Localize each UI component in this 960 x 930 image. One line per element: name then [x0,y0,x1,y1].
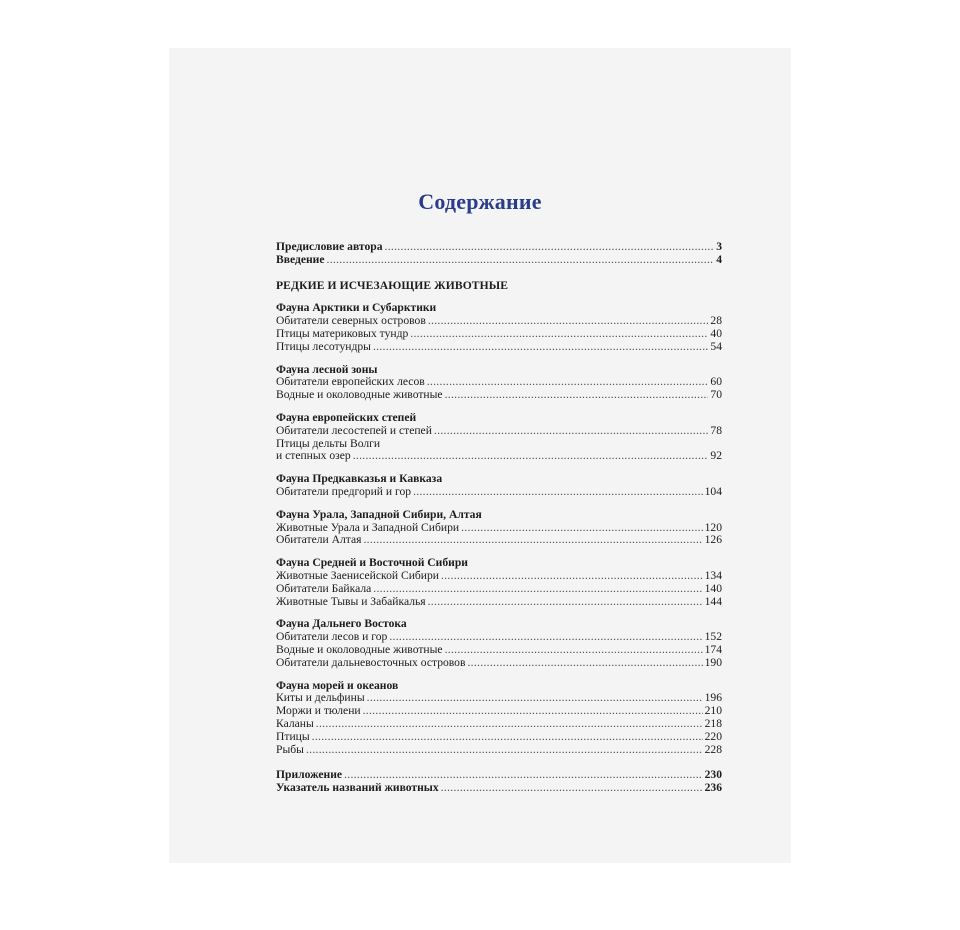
dot-leader [385,241,715,254]
toc-entry-page: 120 [704,520,722,534]
toc-entry-page: 3 [716,240,722,253]
toc-entry-page: 220 [704,729,722,743]
dot-leader [353,450,709,463]
toc-entry[interactable] [276,631,722,644]
dot-leader [441,782,703,795]
toc-entry[interactable] [276,782,722,795]
toc-entry-page: 230 [704,768,722,782]
toc-entry-page: 218 [704,716,722,730]
toc-entry-label: Водные и околоводные животные [276,642,443,656]
dot-leader [428,596,703,609]
toc-entry[interactable] [276,718,722,731]
toc-entry-label: Обитатели лесов и гор [276,630,388,644]
dot-leader [327,254,715,267]
section-heading[interactable]: Фауна морей и океанов [276,678,399,692]
toc-entry-page: 174 [704,642,722,656]
toc-entry-page: 92 [710,449,722,463]
dot-leader [427,376,709,389]
dot-leader [445,644,703,657]
toc-entry[interactable] [276,657,722,670]
toc-entry-label: Приложение [276,768,343,782]
toc-entry[interactable] [276,341,722,354]
toc-entry-label: Обитатели европейских лесов [276,375,425,389]
toc-entry[interactable] [276,705,722,718]
dot-leader [373,583,702,596]
table-of-contents [276,241,722,795]
toc-entry-label: Животные Заенисейской Сибири [276,568,440,582]
toc-entry-label: Обитатели северных островов [276,314,426,328]
dot-leader [312,731,703,744]
toc-entry-page: 104 [704,484,722,498]
toc-entry[interactable] [276,534,722,547]
dot-leader [410,328,708,341]
toc-entry-label: Водные и околоводные животные [276,388,443,402]
dot-leader [389,631,702,644]
toc-entry-label: Птицы дельты Волги [276,436,381,450]
toc-entry-page: 190 [704,655,722,669]
toc-entry-label: Обитатели предгорий и гор [276,484,412,498]
dot-leader [441,570,703,583]
toc-entry[interactable] [276,450,722,463]
toc-entry[interactable] [276,583,722,596]
toc-section [276,680,722,757]
toc-entry-page: 144 [704,594,722,608]
toc-entry-label: Животные Урала и Западной Сибири [276,520,460,534]
toc-entry-page: 126 [704,533,722,547]
dot-leader [373,341,708,354]
toc-section [276,302,722,353]
section-heading[interactable]: Фауна Урала, Западной Сибири, Алтая [276,507,482,521]
toc-entry-page: 236 [704,781,722,795]
part-title: РЕДКИЕ И ИСЧЕЗАЮЩИЕ ЖИВОТНЫЕ [276,278,509,292]
toc-entry-page: 140 [704,581,722,595]
toc-entry-page: 28 [710,314,722,328]
toc-entry-page: 4 [716,252,722,266]
toc-section [276,618,722,669]
contents-title: Содержание [418,189,542,214]
toc-section [276,473,722,499]
dot-leader [445,389,709,402]
toc-entry[interactable] [276,731,722,744]
dot-leader [363,705,703,718]
toc-entry-label: Указатель названий животных [276,781,439,795]
toc-entry-label: Каланы [276,716,314,730]
dot-leader [306,744,703,757]
toc-entry-label: Животные Тывы и Забайкалья [276,594,426,608]
toc-entry-page: 78 [710,423,722,437]
toc-entry-label: Введение [276,252,325,266]
toc-entry-label: Птицы [276,729,310,743]
toc-entry-page: 40 [710,326,722,340]
toc-entry[interactable] [276,328,722,341]
dot-leader [367,692,703,705]
toc-entry-page: 60 [710,375,722,389]
toc-entry-label: и степных озер [276,449,351,463]
toc-entry-label: Обитатели Байкала [276,581,372,595]
toc-entry[interactable] [276,570,722,583]
section-heading[interactable]: Фауна лесной зоны [276,362,378,376]
front-matter [276,241,722,267]
section-heading[interactable]: Фауна Предкавказья и Кавказа [276,472,443,486]
toc-entry-label: Рыбы [276,742,304,756]
dot-leader [428,315,709,328]
toc-entry-page: 210 [704,704,722,718]
toc-entry-label: Обитатели лесостепей и степей [276,423,432,437]
toc-entry-page: 134 [704,568,722,582]
toc-entry-page: 152 [704,630,722,644]
dot-leader [467,657,702,670]
toc-section [276,557,722,608]
toc-section [276,412,722,463]
toc-entry-label: Обитатели дальневосточных островов [276,655,466,669]
toc-entry[interactable] [276,596,722,609]
sections [276,302,722,756]
toc-entry[interactable] [276,254,722,267]
toc-entry-label: Птицы материковых тундр [276,326,409,340]
dot-leader [461,522,703,535]
toc-entry[interactable] [276,425,722,438]
toc-entry-label: Киты и дельфины [276,691,365,705]
toc-section [276,364,722,402]
toc-entry[interactable] [276,389,722,402]
toc-entry[interactable] [276,486,722,499]
section-heading[interactable]: Фауна Дальнего Востока [276,617,407,631]
toc-entry-label: Обитатели Алтая [276,533,362,547]
back-matter [276,769,722,795]
toc-entry-page: 228 [704,742,722,756]
toc-section [276,509,722,547]
toc-entry-page: 70 [710,388,722,402]
dot-leader [316,718,703,731]
toc-entry-page: 54 [710,339,722,353]
toc-entry-page: 196 [704,691,722,705]
toc-entry-label: Птицы лесотундры [276,339,371,353]
section-heading[interactable]: Фауна Арктики и Субарктики [276,301,437,315]
section-heading[interactable]: Фауна Средней и Восточной Сибири [276,556,468,570]
dot-leader [434,425,708,438]
toc-entry-label: Моржи и тюлени [276,704,361,718]
dot-leader [413,486,703,499]
toc-entry[interactable] [276,241,722,254]
dot-leader [363,534,702,547]
toc-entry[interactable] [276,644,722,657]
toc-entry[interactable] [276,744,722,757]
section-heading[interactable]: Фауна европейских степей [276,410,417,424]
book-page [169,48,791,863]
toc-entry-label: Предисловие автора [276,240,383,253]
